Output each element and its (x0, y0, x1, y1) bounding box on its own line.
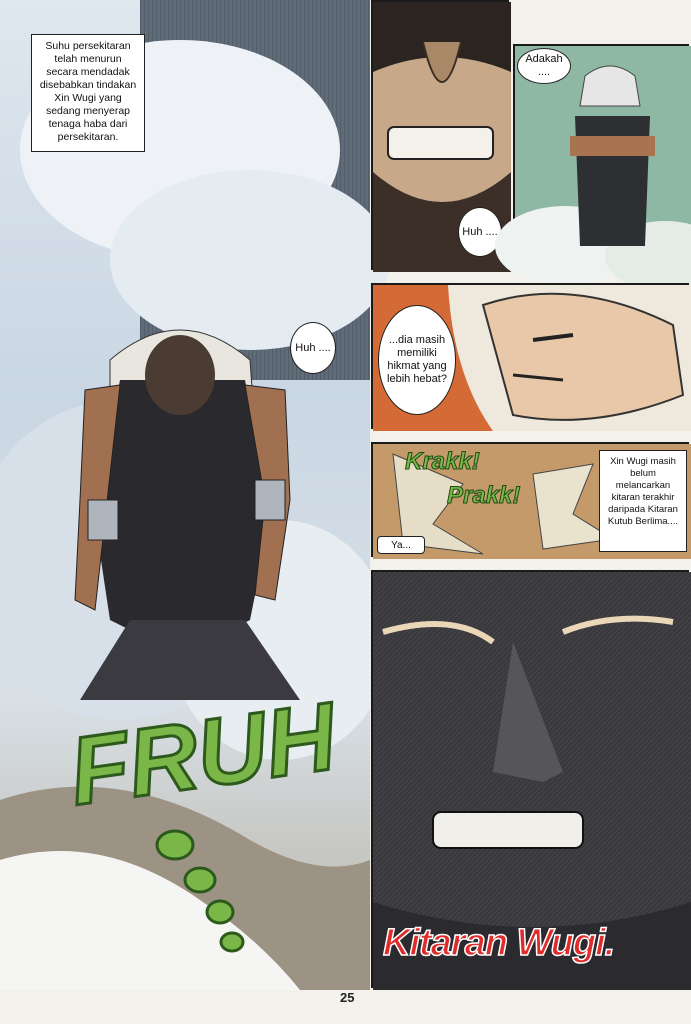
sfx-dot (207, 901, 233, 923)
narration-caption: Suhu persekitaran telah menurun secara mendadak disebabkan tindakan Xin Wugi yang sedang menyerap tenaga haba dari persekitaran. (31, 34, 145, 152)
cloud-mid (110, 170, 390, 350)
fruh-text: FRUH (63, 682, 343, 826)
fruh-sfx (60, 680, 343, 970)
krakk-sfx: Krakk! (405, 448, 480, 475)
speech-bubble: Adakah .... (517, 48, 571, 84)
panel-3 (513, 44, 689, 270)
panel-2 (371, 0, 509, 270)
narration-caption: Xin Wugi masih belum melancarkan kitaran terakhir daripada Kitaran Kutub Berlima.... (599, 450, 687, 552)
speech-bubble: Ya... (377, 536, 425, 554)
panel-5 (371, 442, 689, 557)
kitaran-wugi-sfx: Kitaran Wugi. (383, 922, 615, 964)
thought-bubble: ...dia masih memiliki hikmat yang lebih hebat? (378, 305, 456, 415)
speech-bubble: Huh .... (290, 322, 336, 374)
sfx-dot (185, 868, 215, 892)
gritted-teeth (433, 812, 583, 848)
panel-4 (371, 283, 689, 429)
panel-6 (371, 570, 689, 988)
teeth (388, 127, 493, 159)
prakk-sfx: Prakk! (447, 482, 521, 509)
standing-figure (575, 116, 650, 246)
sfx-dot (157, 831, 193, 859)
sfx-dot (221, 933, 243, 951)
speech-bubble: Huh .... (458, 207, 502, 257)
page-number: 25 (340, 990, 355, 1005)
